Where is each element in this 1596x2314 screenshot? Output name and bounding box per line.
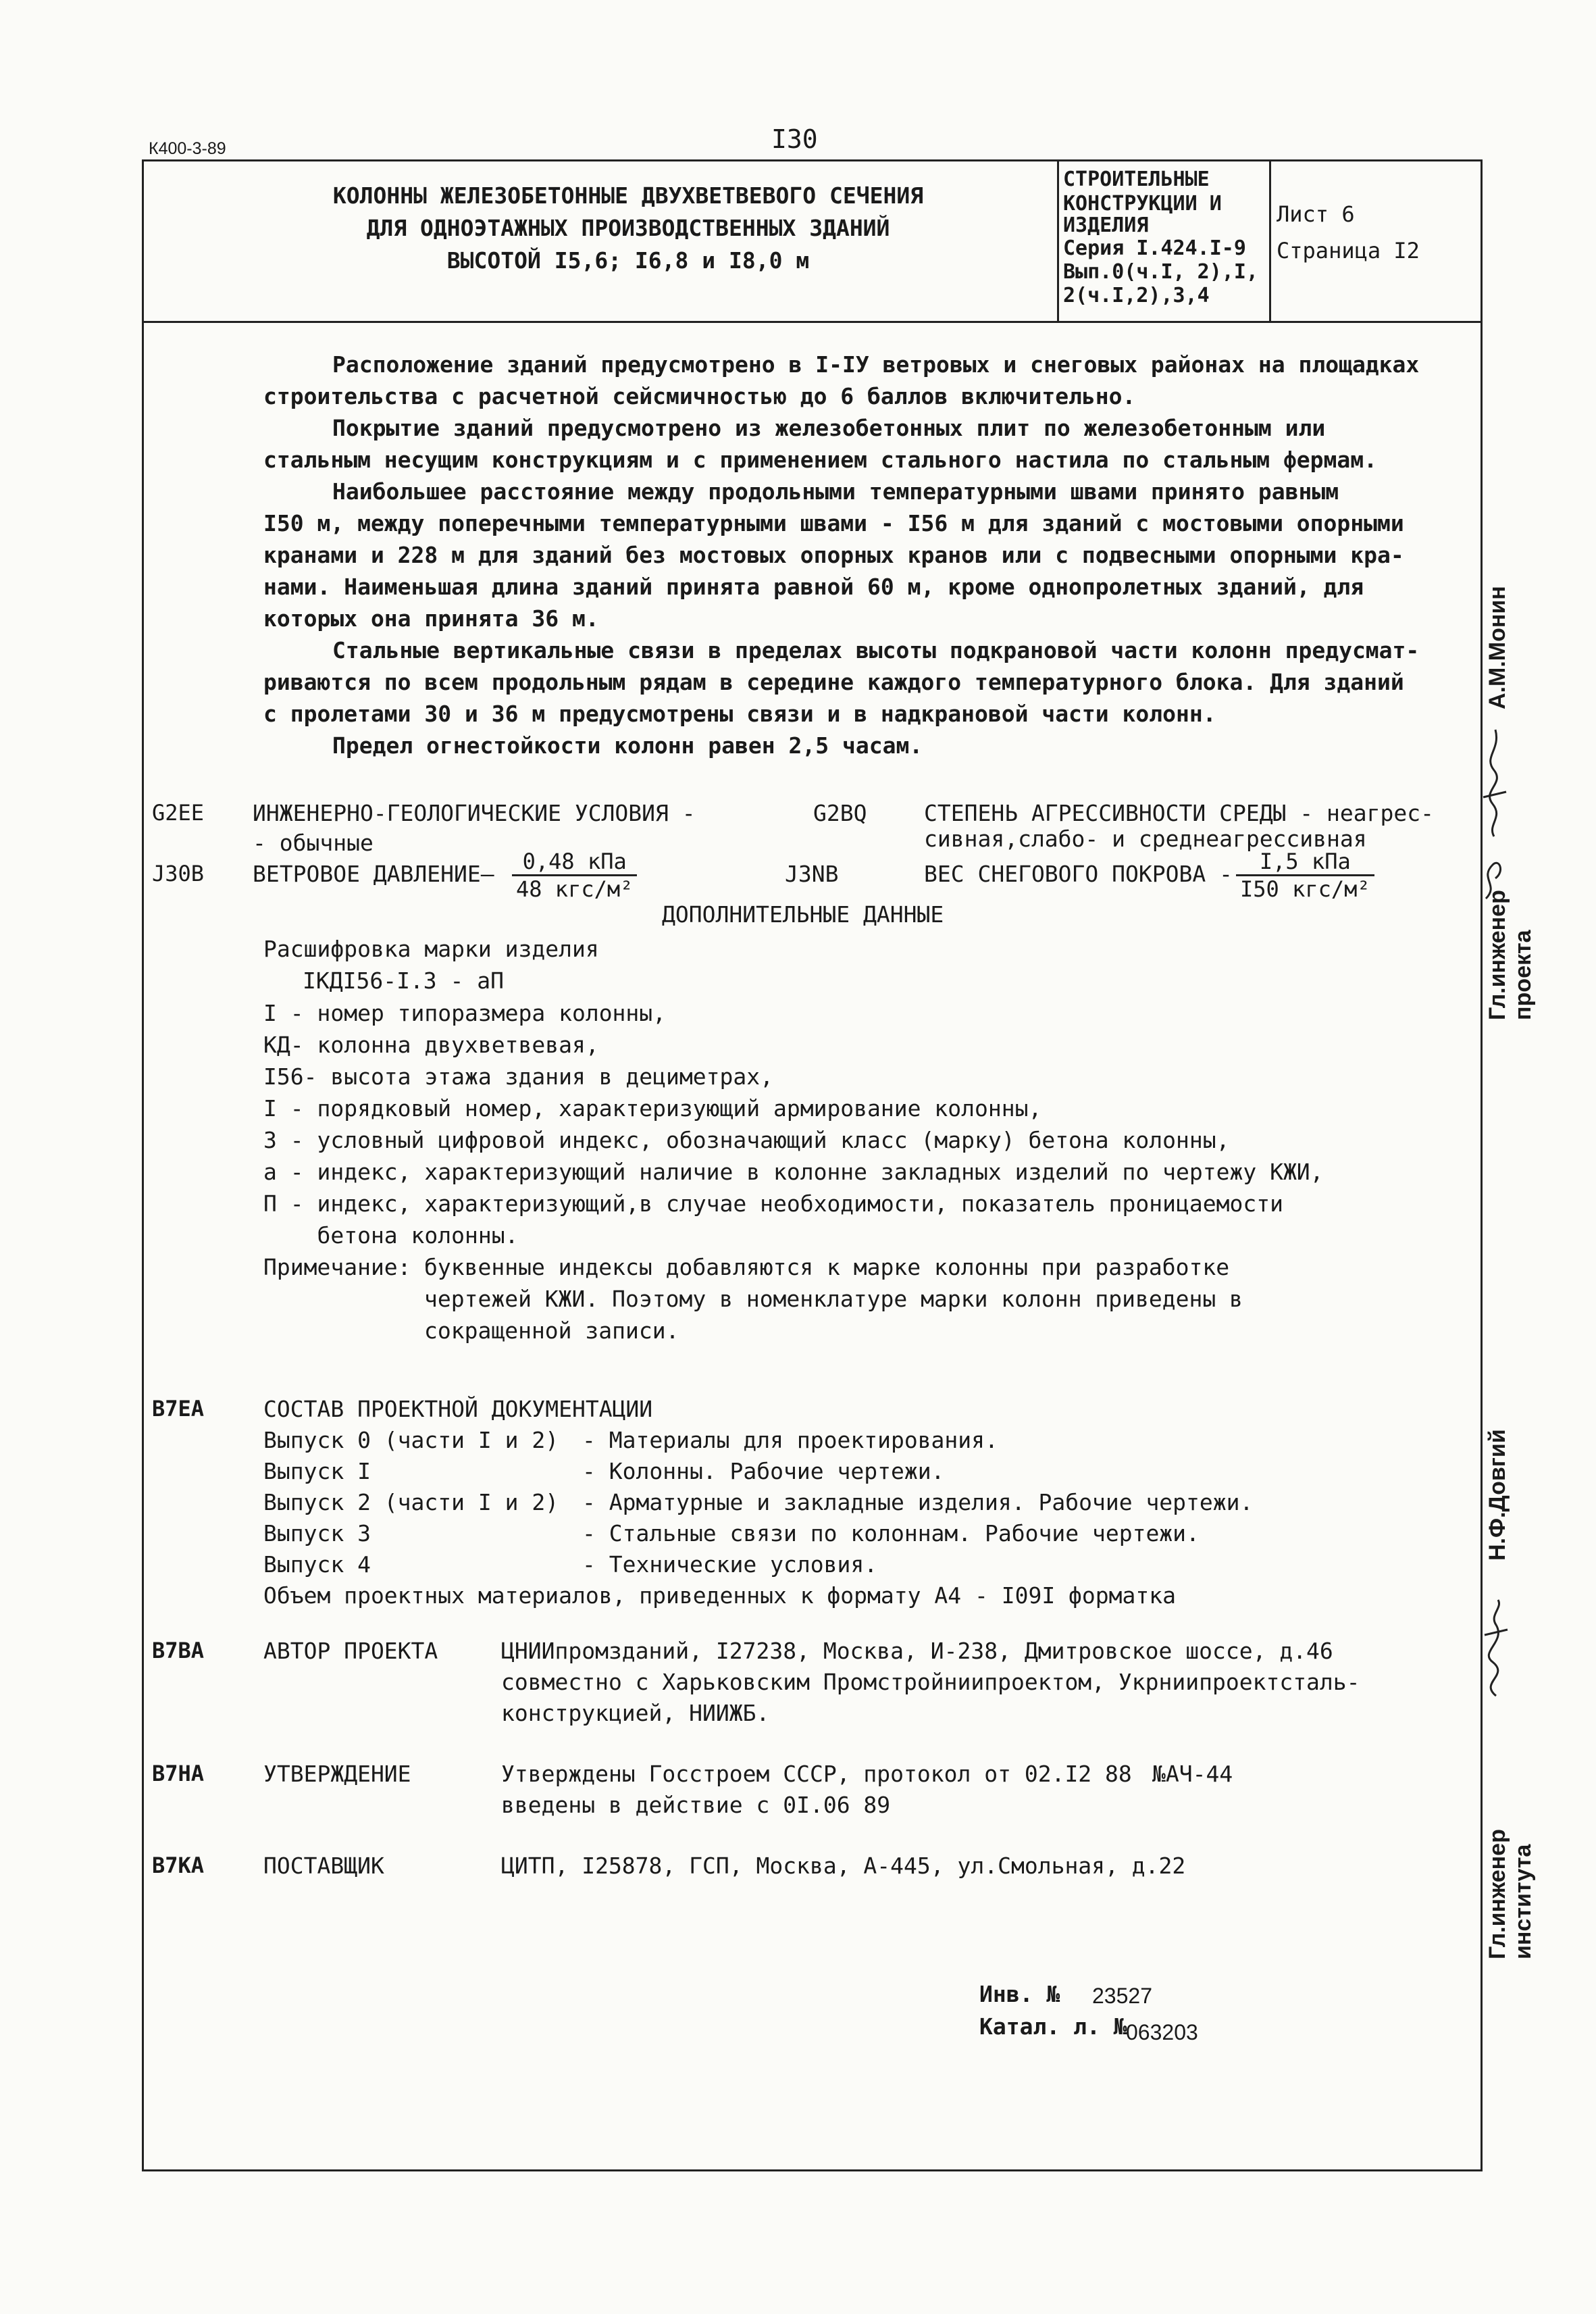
intro-line: Наибольшее расстояние между продольными температурными швами принято равным [332,478,1339,505]
author-line: конструкцией, НИИЖБ. [501,1700,770,1726]
side-role-2a: Гл.инженер [1485,1829,1510,1959]
category-line-1: СТРОИТЕЛЬНЫЕ [1063,168,1210,191]
composition-code: B7EA [152,1396,205,1422]
marking-line: I - порядковый номер, характеризующий армирование колонны, [263,1095,1042,1122]
side-role-1a: Гл.инженер [1485,890,1510,1020]
marking-line: а - индекс, характеризующий наличие в колонне закладных изделий по чертежу КЖИ, [263,1159,1324,1185]
document-code: К400-3-89 [149,139,226,158]
category-line-2: КОНСТРУКЦИИ И [1063,192,1222,216]
signature-dovgiy [1472,1594,1520,1703]
intro-line: Расположение зданий предусмотрено в I-IУ ветровых и снеговых районах на площадках [332,351,1420,378]
marking-line: 3 - условный цифровой индекс, обозначающий класс (марку) бетона колонны, [263,1127,1230,1153]
title-line-1: КОЛОННЫ ЖЕЛЕЗОБЕТОННЫЕ ДВУХВЕТВЕВОГО СЕЧЕНИЯ [332,182,924,209]
side-name-monin: А.М.Монин [1485,586,1510,709]
page-number: I30 [771,124,818,154]
supplier-label: ПОСТАВЩИК [263,1853,384,1879]
intro-line: строительства с расчетной сейсмичностью до 6 баллов включительно. [263,383,1136,409]
aggr-code: G2BQ [813,800,867,826]
approval-label: УТВЕРЖДЕНИЕ [263,1761,411,1787]
note-line: сокращенной записи. [424,1317,679,1344]
volume-line: Объем проектных материалов, приведенных к формату А4 - I09I форматка [263,1582,1177,1609]
aggr-value: сивная,слабо- и среднеагрессивная [924,826,1367,852]
page-in-sheet: Страница I2 [1277,238,1420,263]
note-line: чертежей КЖИ. Поэтому в номенклатуре марки колонн приведены в [424,1286,1243,1312]
catalog-label: Катал. л. № [979,2013,1127,2040]
signature-monin [1474,716,1514,838]
additional-data-heading: ДОПОЛНИТЕЛЬНЫЕ ДАННЫЕ [662,901,944,928]
wind-kgs: 48 кгс/м² [516,876,634,902]
intro-line: Стальные вертикальные связи в пределах высоты подкрановой части колонн предусмат- [332,637,1420,663]
snow-fraction [1236,849,1374,902]
intro-line: кранами и 228 м для зданий без мостовых опорных кранов или с подвесными опорными кра- [263,542,1404,568]
intro-line: нами. Наименьшая длина зданий принята равной 60 м, кроме однопролетных зданий, для [263,574,1364,600]
issue-desc: - Материалы для проектирования. [582,1427,998,1453]
issue-desc: - Колонны. Рабочие чертежи. [582,1458,945,1484]
title-line-2: ДЛЯ ОДНОЭТАЖНЫХ ПРОИЗВОДСТВЕННЫХ ЗДАНИЙ [366,215,890,241]
wind-fraction [512,849,637,902]
marking-line: I - номер типоразмера колонны, [263,1000,667,1026]
geo-code: G2EE [152,800,205,826]
category-line-3: ИЗДЕЛИЯ [1063,213,1149,237]
snow-kpa: I,5 кПа [1236,849,1374,876]
side-name-dovgiy: Н.Ф.Довгий [1485,1429,1510,1561]
header-divider [142,321,1483,323]
intro-line: с пролетами 30 и 36 м предусмотрены связи и в надкрановой части колонн. [263,701,1216,727]
geo-label: ИНЖЕНЕРНО-ГЕОЛОГИЧЕСКИЕ УСЛОВИЯ - [253,800,696,826]
issue-desc: - Арматурные и закладные изделия. Рабочие чертежи. [582,1489,1254,1515]
side-role-2b: института [1510,1844,1536,1959]
inventory-label: Инв. № [979,1981,1060,2007]
side-role-1b: проекта [1510,930,1536,1020]
catalog-number: 063203 [1126,2020,1198,2044]
note-label: Примечание: [263,1254,411,1280]
aggr-label: СТЕПЕНЬ АГРЕССИВНОСТИ СРЕДЫ - неагрес- [924,800,1434,826]
header-divider-left [1057,159,1059,322]
issue-desc: - Стальные связи по колоннам. Рабочие чертежи. [582,1520,1200,1546]
issue-name: Выпуск 0 (части I и 2) [263,1427,559,1453]
series-line: Серия I.424.I-9 [1063,236,1246,260]
author-label: АВТОР ПРОЕКТА [263,1638,438,1664]
issue-name: Выпуск I [263,1458,371,1484]
title-line-3: ВЫСОТОЙ I5,6; I6,8 и I8,0 м [446,247,810,274]
wind-code: J30B [152,861,205,886]
composition-title: СОСТАВ ПРОЕКТНОЙ ДОКУМЕНТАЦИИ [263,1396,653,1422]
issue-line-2: 2(ч.I,2),3,4 [1063,284,1210,307]
approval-code: B7HA [152,1761,205,1786]
inventory-number: 23527 [1092,1984,1152,2008]
wind-label: ВЕТРОВОЕ ДАВЛЕНИЕ— [253,861,494,887]
snow-code: J3NB [785,861,839,887]
issue-desc: - Технические условия. [582,1551,878,1578]
supplier-address: ЦИТП, I25878, ГСП, Москва, А-445, ул.Смольная, д.22 [501,1853,1186,1879]
supplier-code: B7KA [152,1853,205,1878]
author-code: B7BA [152,1638,205,1663]
marking-line: П - индекс, характеризующий,в случае необходимости, показатель проницаемости [263,1190,1283,1217]
protocol-number: №АЧ-44 [1152,1761,1233,1787]
issue-name: Выпуск 3 [263,1520,371,1546]
marking-line: бетона колонны. [263,1222,519,1249]
intro-line: риваются по всем продольным рядам в середине каждого температурного блока. Для зданий [263,669,1404,695]
author-line: ЦНИИпромзданий, I27238, Москва, И-238, Дмитровское шоссе, д.46 [501,1638,1333,1664]
intro-line: Предел огнестойкости колонн равен 2,5 часам. [332,732,923,759]
intro-line: стальным несущим конструкциям и с применением стального настила по стальным фермам. [263,447,1378,473]
issue-name: Выпуск 2 (части I и 2) [263,1489,559,1515]
intro-line: которых она принята 36 м. [263,605,599,632]
intro-line: Покрытие зданий предусмотрено из железобетонных плит по железобетонным или [332,415,1326,441]
author-line: совместно с Харьковским Промстройниипроектом, Укрниипроектсталь- [501,1669,1360,1695]
snow-label: ВЕС СНЕГОВОГО ПОКРОВА - [924,861,1233,887]
sheet-number: Лист 6 [1277,201,1355,227]
intro-line: I50 м, между поперечными температурными швами - I56 м для зданий с мостовыми опорными [263,510,1404,536]
snow-kgs: I50 кгс/м² [1240,876,1370,902]
issue-name: Выпуск 4 [263,1551,371,1578]
approval-line: Утверждены Госстроем СССР, протокол от 02.I2 88 [501,1761,1132,1787]
marking-line: I56- высота этажа здания в дециметрах, [263,1063,773,1090]
issue-line-1: Вып.0(ч.I, 2),I, [1063,260,1258,284]
geo-value: - обычные [253,830,374,856]
marking-example: IКДI56-I.3 - аП [303,967,505,994]
header-divider-right [1269,159,1271,322]
note-line: буквенные индексы добавляются к марке колонны при разработке [424,1254,1230,1280]
effective-date: введены в действие с 0I.06 89 [501,1792,891,1818]
wind-kpa: 0,48 кПа [512,849,637,876]
marking-line: КД- колонна двухветвевая, [263,1032,599,1058]
marking-title: Расшифровка марки изделия [263,936,599,962]
